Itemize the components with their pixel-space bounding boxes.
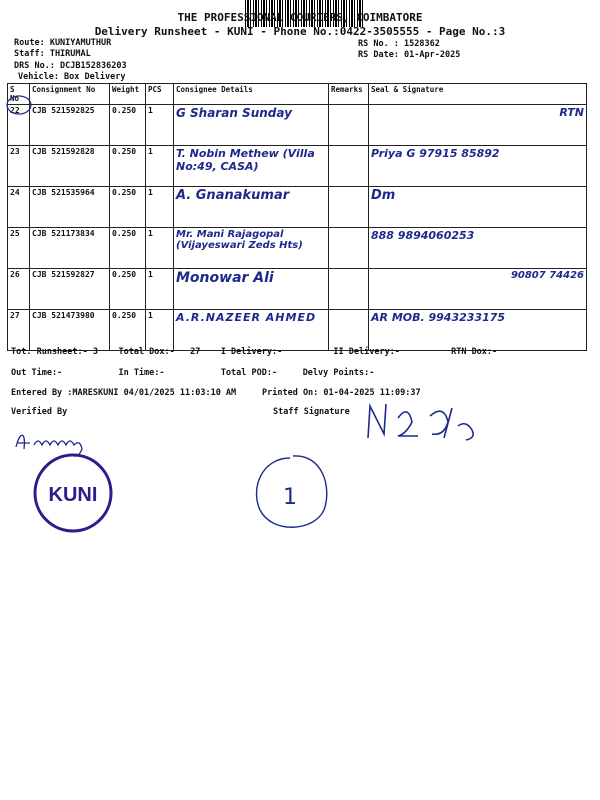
signature-cell: 90807 74426	[369, 269, 587, 310]
consignee-cell: A. Gnanakumar	[174, 187, 329, 228]
pcs-cell: 1	[146, 187, 174, 228]
sno-cell: 22	[8, 105, 30, 146]
signature-cell: AR MOB. 9943233175	[369, 310, 587, 351]
signature-cell: Priya G 97915 85892	[369, 146, 587, 187]
table-row	[8, 105, 587, 146]
col-consignee: Consignee Details	[174, 84, 329, 105]
consignment-cell: CJB 521592825	[30, 105, 110, 146]
drs-info: DRS No.: DCJB152836203	[14, 61, 127, 71]
col-sno: S No	[8, 84, 30, 105]
remarks-cell	[329, 269, 369, 310]
totals-line-2: Out Time:- In Time:- Total POD:- Delvy Points:-	[11, 368, 375, 378]
circled-number: 1	[283, 485, 297, 510]
consignee-cell: Monowar Ali	[174, 269, 329, 310]
rs-number: RS No. : 1528362	[358, 39, 440, 49]
col-consignment: Consignment No	[30, 84, 110, 105]
pcs-cell: 1	[146, 105, 174, 146]
signature-cell: RTN	[369, 105, 587, 146]
weight-cell: 0.250	[110, 187, 146, 228]
consignment-cell: CJB 521592828	[30, 146, 110, 187]
sno-cell: 25	[8, 228, 30, 269]
consignee-cell: T. Nobin Methew (Villa No:49, CASA)	[174, 146, 329, 187]
table-header-row	[8, 84, 587, 105]
sno-cell: 23	[8, 146, 30, 187]
pcs-cell: 1	[146, 269, 174, 310]
weight-cell: 0.250	[110, 228, 146, 269]
vehicle-info: Vehicle: Box Delivery	[18, 72, 126, 82]
runsheet-subtitle: Delivery Runsheet - KUNI - Phone No.:0422-3505555 - Page No.:3	[94, 25, 506, 38]
runsheet-table	[7, 83, 587, 351]
col-pcs: PCS	[146, 84, 174, 105]
remarks-cell	[329, 310, 369, 351]
remarks-cell	[329, 105, 369, 146]
col-signature: Seal & Signature	[369, 84, 587, 105]
consignment-cell: CJB 521535964	[30, 187, 110, 228]
rs-date: RS Date: 01-Apr-2025	[358, 50, 461, 60]
sno-cell: 24	[8, 187, 30, 228]
staff-signature-label: Staff Signature	[273, 407, 350, 417]
sno-cell: 26	[8, 269, 30, 310]
route-info: Route: KUNIYAMUTHUR	[14, 38, 112, 48]
pcs-cell: 1	[146, 310, 174, 351]
sno-cell: 27	[8, 310, 30, 351]
weight-cell: 0.250	[110, 310, 146, 351]
signature-cell: Dm	[369, 187, 587, 228]
stamp-label: KUNI	[48, 484, 98, 506]
pcs-cell: 1	[146, 146, 174, 187]
consignee-cell: Mr. Mani Rajagopal (Vijayeswari Zeds Hts)	[174, 228, 329, 269]
totals-line-1: Tot. Runsheet:- 3 Total Dox:- 27 I Delivery:- II Delivery:- RTN Dox:-	[11, 347, 498, 357]
pcs-cell: 1	[146, 228, 174, 269]
circled-number-icon	[248, 448, 338, 538]
staff-signature-icon	[362, 398, 512, 448]
table-row	[8, 146, 587, 187]
consignment-cell: CJB 521592827	[30, 269, 110, 310]
circle-mark-icon	[5, 94, 35, 116]
weight-cell: 0.250	[110, 105, 146, 146]
table-row	[8, 187, 587, 228]
signature-cell: 888 9894060253	[369, 228, 587, 269]
consignment-cell: CJB 521473980	[30, 310, 110, 351]
table-row	[8, 228, 587, 269]
entered-by: Entered By :MARESKUNI 04/01/2025 11:03:10 AM	[11, 388, 237, 398]
weight-cell: 0.250	[110, 269, 146, 310]
table-row	[8, 310, 587, 351]
verified-by-label: Verified By	[11, 407, 68, 417]
consignee-cell: A.R.NAZEER AHMED	[174, 310, 329, 351]
remarks-cell	[329, 146, 369, 187]
staff-info: Staff: THIRUMAL	[14, 49, 91, 59]
printed-on: Printed On: 01-04-2025 11:09:37	[262, 388, 421, 398]
consignment-cell: CJB 521173834	[30, 228, 110, 269]
remarks-cell	[329, 228, 369, 269]
kuni-stamp-icon	[28, 448, 118, 538]
table-row	[8, 269, 587, 310]
remarks-cell	[329, 187, 369, 228]
col-weight: Weight	[110, 84, 146, 105]
consignee-cell: G Sharan Sunday	[174, 105, 329, 146]
col-remarks: Remarks	[329, 84, 369, 105]
weight-cell: 0.250	[110, 146, 146, 187]
company-title: THE PROFESSIONAL COURIERS, COIMBATORE	[177, 11, 423, 24]
